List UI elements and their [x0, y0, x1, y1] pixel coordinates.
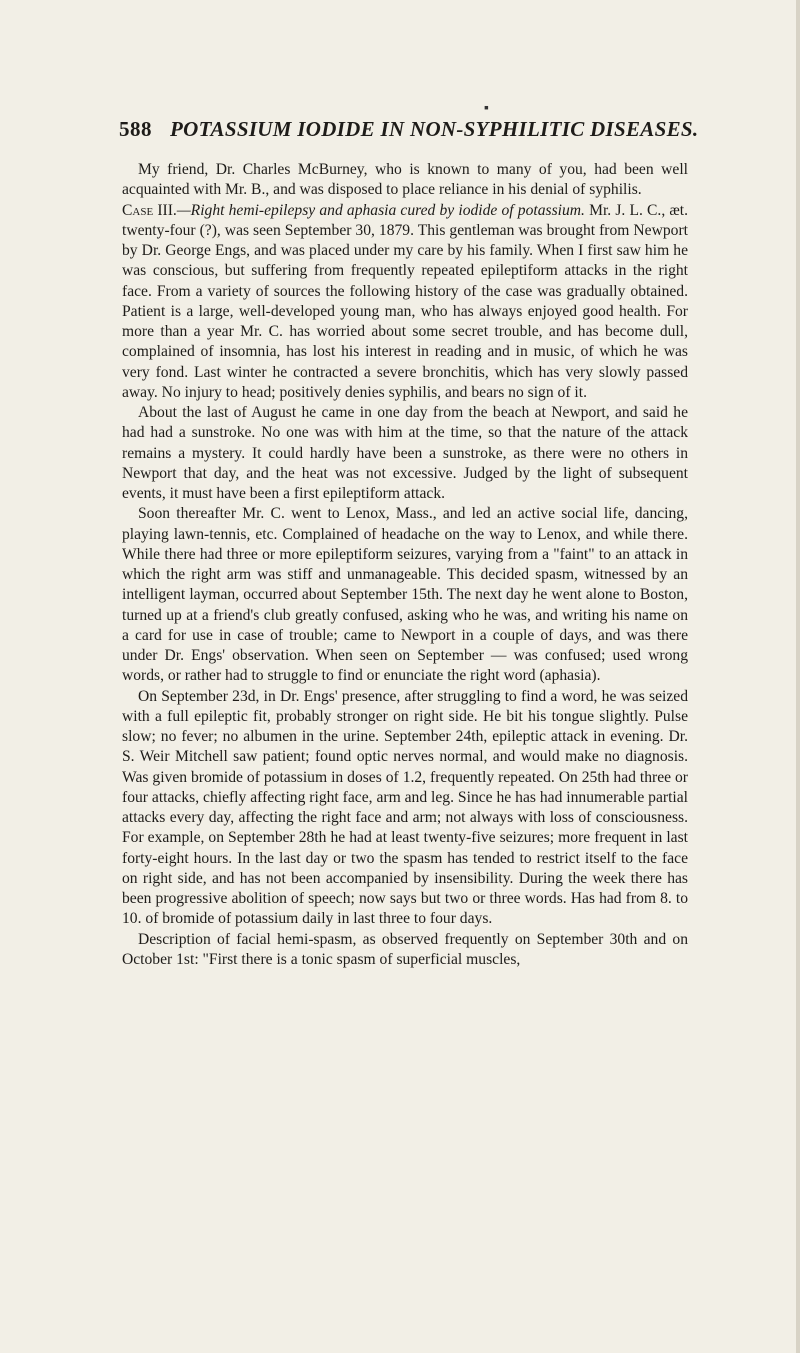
paragraph-4: Soon thereafter Mr. C. went to Lenox, Mass., and led an active social life, dancing, playing lawn-tennis, etc. Complained of headache on the way to Lenox, and while there. While there had three or more epileptiform seizures, varying from a "faint" to an attack in which the right arm was stiff and unmanageable. This decided spasm, witnessed by an intelligent layman, occurred about September 15th. The next day he went alone to Boston, turned up at a friend's club greatly confused, asking who he was, and writing his name on a card for use in case of trouble; came to Newport in a couple of days, and was there under Dr. Engs' observation. When seen on September — was confused; used wrong words, or rather had to struggle to find or enunciate the right word (aphasia).: [122, 505, 688, 685]
paragraph-3: About the last of August he came in one day from the beach at Newport, and said he had had a sunstroke. No one was with him at the time, so that the nature of the attack remains a mystery. It could hardly have been a sunstroke, as there were no others in Newport that day, and the heat was not excessive. Judged by the light of subsequent events, it must have been a first epileptiform attack.: [122, 404, 688, 502]
paragraph-2: [122, 201, 688, 404]
page-edge: [796, 0, 800, 1353]
case-text: Mr. J. L. C., æt. twenty-four (?), was seen September 30, 1879. This gentleman was brought from Newport by Dr. George Engs, and was placed under my care by his family. When I first saw him he was conscious, but suffering from frequently repeated epileptiform attacks in the right face. From a variety of sources the following history of the case was gradually obtained. Patient is a large, well-developed young man, who has always enjoyed good health. For more than a year Mr. C. has worried about some secret trouble, and has become dull, complained of insomnia, has lost his interest in reading and in music, of which he was very fond. Last winter he contracted a severe bronchitis, which has very slowly passed away. No injury to head; positively denies syphilis, and bears no sign of it.: [122, 201, 689, 401]
stray-ink-mark: ▪: [484, 101, 489, 116]
paragraph-1: My friend, Dr. Charles McBurney, who is known to many of you, had been well acquainted with Mr. B., and was disposed to place reliance in his denial of syphilis.: [122, 161, 688, 199]
case-label: Case III.: [122, 201, 177, 219]
case-title: —Right hemi-epilepsy and aphasia cured by iodide of potassium.: [176, 201, 585, 219]
running-header: [119, 117, 699, 147]
page-number: 588: [119, 117, 152, 141]
running-title: POTASSIUM IODIDE IN NON-SYPHILITIC DISEASES.: [170, 117, 699, 141]
body-text: [122, 160, 688, 970]
paragraph-6: Description of facial hemi-spasm, as observed frequently on September 30th and on October 1st: "First there is a tonic spasm of superficial muscles,: [122, 930, 688, 968]
paragraph-5: On September 23d, in Dr. Engs' presence, after struggling to find a word, he was seized with a full epileptic fit, probably stronger on right side. He bit his tongue slightly. Pulse slow; no fever; no albumen in the urine. September 24th, epileptic attack in evening. Dr. S. Weir Mitchell saw patient; found optic nerves normal, and would make no diagnosis. Was given bromide of potassium in doses of 1.2, frequently repeated. On 25th had three or four attacks, chiefly affecting right face, arm and leg. Since he has had innumerable partial attacks every day, affecting the right face and arm; not always with loss of consciousness. For example, on September 28th he had at least twenty-five seizures; more frequent in last forty-eight hours. In the last day or two the spasm has tended to restrict itself to the face on right side, and has not been accompanied by insensibility. During the week there has been progressive abolition of speech; now says but two or three words. Has had from 8. to 10. of bromide of potassium daily in last three to four days.: [122, 687, 688, 928]
